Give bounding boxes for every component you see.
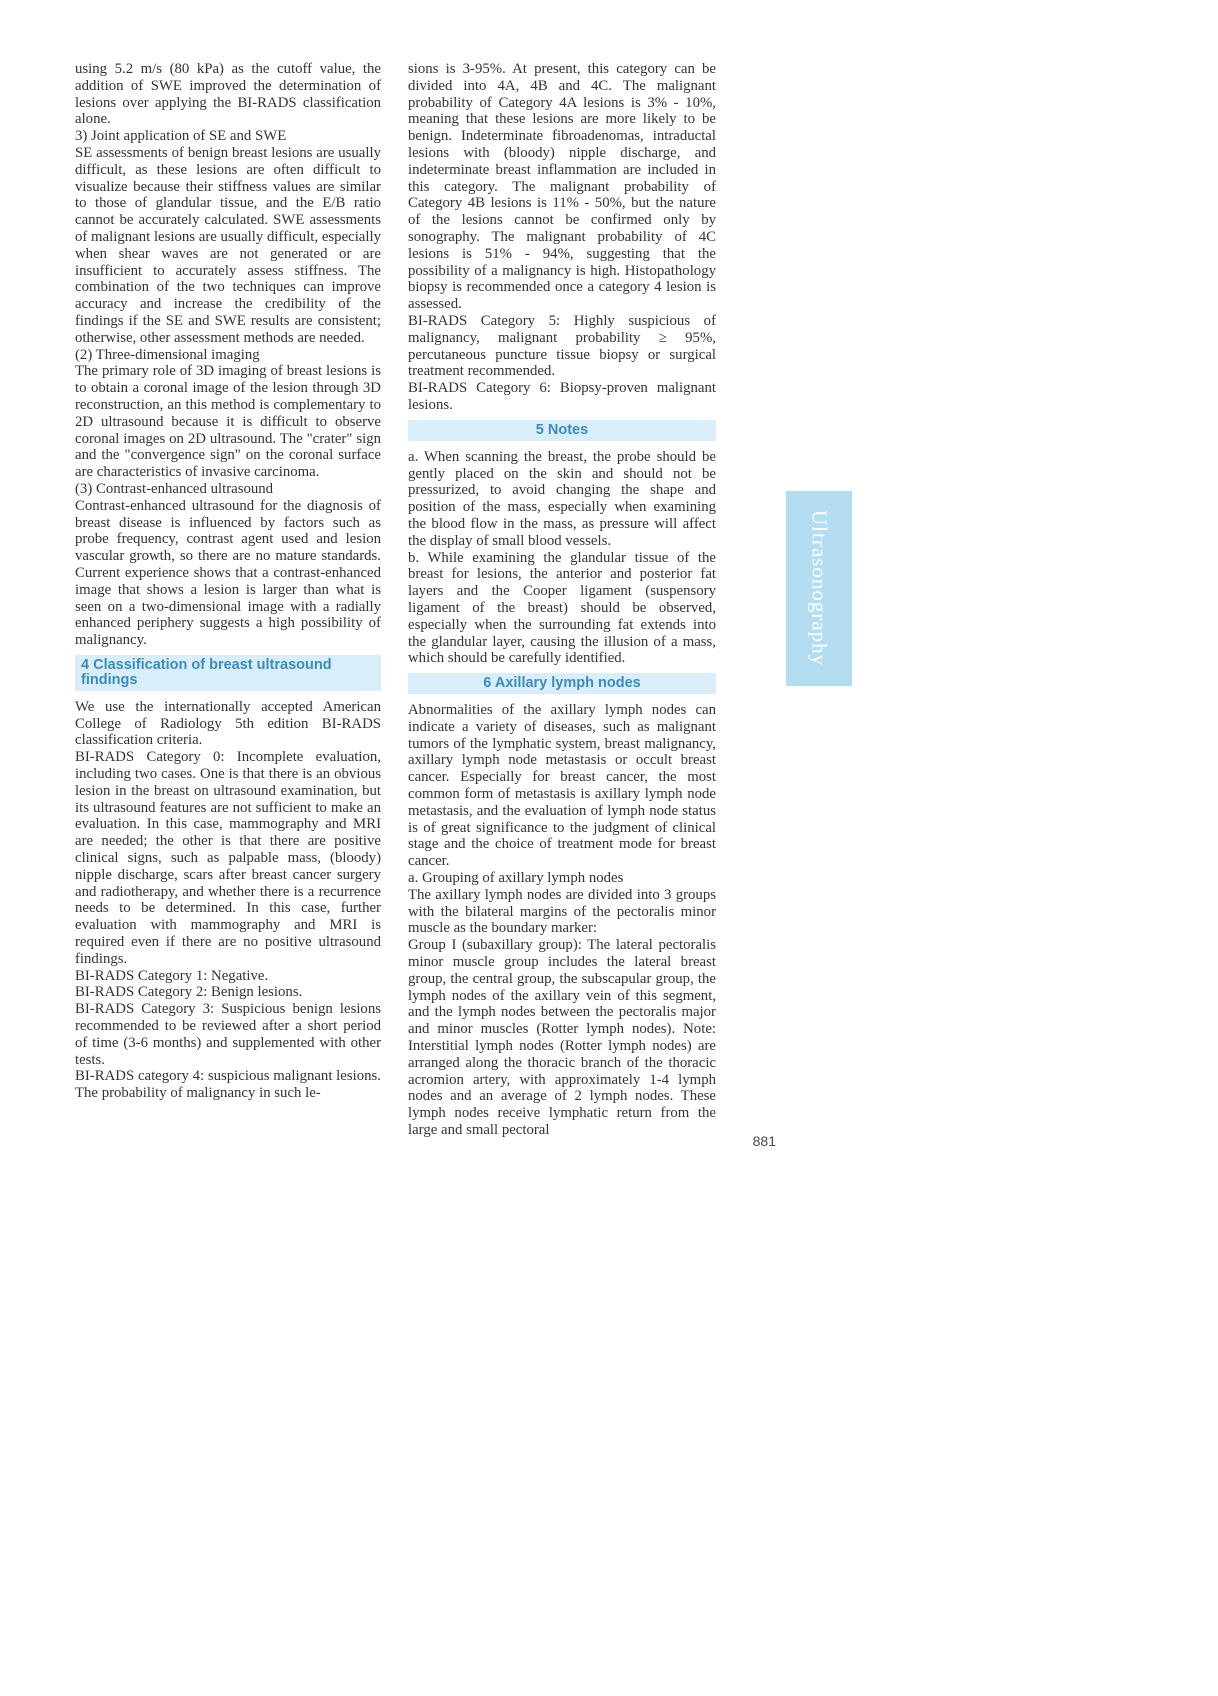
paragraph: Contrast-enhanced ultrasound for the diagnosis of breast disease is influenced by factors such as probe frequency, contrast agent used and lesion vascular growth, so there are no mature standards. Current experience shows that a contrast-enhanced image that shows a lesion is larger than what is seen on a two-dimensional image with a radially enhanced periphery suggests a high possibility of malignancy. [75,497,381,649]
paragraph: BI-RADS Category 2: Benign lesions. [75,984,303,1001]
paragraph: 3) Joint application of SE and SWE [75,128,287,145]
paragraph: Abnormalities of the axillary lymph nodes can indicate a variety of diseases, such as malignant tumors of the lymphatic system, breast malignancy, axillary lymph node metastasis or occult breast cancer. Especially for breast cancer, the most common form of metastasis is axillary lymph node metastasis, and the evaluation of lymph node status is of great significance to the judgment of clinical stage and the choice of treatment mode for breast cancer. [408,702,716,870]
section-header-notes: 5 Notes [408,420,716,441]
text-column-left [75,61,381,1102]
section-header-classification: 4 Classification of breast ultrasound findings [75,655,381,691]
section-header-axillary-lymph-nodes: 6 Axillary lymph nodes [408,673,716,694]
paragraph: Group I (subaxillary group): The lateral pectoralis minor muscle group includes the lateral breast group, the central group, the subscapular group, the lymph nodes of the axillary vein of this segment, and the lymph nodes between the pectoralis major and minor muscles (Rotter lymph nodes). Note: Interstitial lymph nodes (Rotter lymph nodes) are arranged along the thoracic branch of the thoracic acromion artery, with approximately 1-4 lymph nodes and an average of 2 lymph nodes. These lymph nodes receive lymphatic return from the large and small pectoral [408,937,716,1139]
text-column-right [408,61,716,1139]
paragraph: b. While examining the glandular tissue of the breast for lesions, the anterior and posterior fat layers and the Cooper ligament (suspensory ligament of the breast) should be observed, especially when the surrounding fat extends into the glandular layer, causing the illusion of a mass, which should be carefully identified. [408,549,716,667]
paragraph: using 5.2 m/s (80 kPa) as the cutoff value, the addition of SWE improved the determination of lesions over applying the BI-RADS classification alone. [75,61,381,128]
chapter-tab-label: Ultrasonography [807,510,832,667]
chapter-tab-ultrasonography [786,491,852,686]
paragraph: SE assessments of benign breast lesions are usually difficult, as these lesions are often difficult to visualize because their stiffness values are similar to those of glandular tissue, and the E/B ratio cannot be accurately calculated. SWE assessments of malignant lesions are usually difficult, especially when shear waves are not generated or are insufficient to accurately assess stiffness. The combination of the two techniques can improve accuracy and increase the credibility of the findings if the SE and SWE results are consistent; otherwise, other assessment methods are needed. [75,144,381,346]
paragraph: BI-RADS Category 6: Biopsy-proven malignant lesions. [408,380,716,413]
page-number: 881 [752,1133,776,1149]
paragraph: (2) Three-dimensional imaging [75,346,260,363]
paragraph: The axillary lymph nodes are divided into 3 groups with the bilateral margins of the pectoralis minor muscle as the boundary marker: [408,886,716,937]
paragraph: BI-RADS Category 5: Highly suspicious of malignancy, malignant probability ≥ 95%, percutaneous puncture tissue biopsy or surgical treatment recommended. [408,312,716,380]
paragraph: a. When scanning the breast, the probe should be gently placed on the skin and should not be pressurized, to avoid changing the shape and position of the mass, especially when examining the blood flow in the mass, as pressure will affect the display of small blood vessels. [408,448,716,549]
paragraph: BI-RADS Category 1: Negative. [75,967,269,984]
paragraph: BI-RADS Category 0: Incomplete evaluation, including two cases. One is that there is an obvious lesion in the breast on ultrasound examination, but its ultrasound features are not sufficient to make an evaluation. In this case, mammography and MRI are needed; the other is that there are positive clinical signs, such as palpable mass, (bloody) nipple discharge, scars after breast cancer surgery and radiotherapy, and whether there is a recurrence needs to be determined. In this case, further evaluation with mammography and MRI is required even if there are no positive ultrasound findings. [75,749,381,967]
paragraph: a. Grouping of axillary lymph nodes [408,870,624,887]
paragraph: sions is 3-95%. At present, this category can be divided into 4A, 4B and 4C. The malignant probability of Category 4A lesions is 3% - 10%, meaning that these lesions are more likely to be benign. Indeterminate fibroadenomas, intraductal lesions with (bloody) nipple discharge, and indeterminate breast inflammation are included in this category. The malignant probability of Category 4B lesions is 11% - 50%, but the nature of the lesions cannot be confirmed only by sonography. The malignant probability of 4C lesions is 51% - 94%, suggesting that the possibility of a malignancy is high. Histopathology biopsy is recommended once a category 4 lesion is assessed. [408,61,716,313]
paragraph: The primary role of 3D imaging of breast lesions is to obtain a coronal image of the lesion through 3D reconstruction, an this method is complementary to 2D ultrasound because it is difficult to observe coronal images on 2D ultrasound. The "crater" sign and the "convergence sign" on the coronal surface are characteristics of invasive carcinoma. [75,363,381,481]
paragraph: (3) Contrast-enhanced ultrasound [75,480,274,497]
paragraph: BI-RADS Category 3: Suspicious benign lesions recommended to be reviewed after a short period of time (3-6 months) and supplemented with other tests. [75,1001,381,1068]
paragraph: We use the internationally accepted American College of Radiology 5th edition BI-RADS classification criteria. [75,698,381,749]
paragraph: BI-RADS category 4: suspicious malignant lesions. The probability of malignancy in such le- [75,1068,381,1102]
